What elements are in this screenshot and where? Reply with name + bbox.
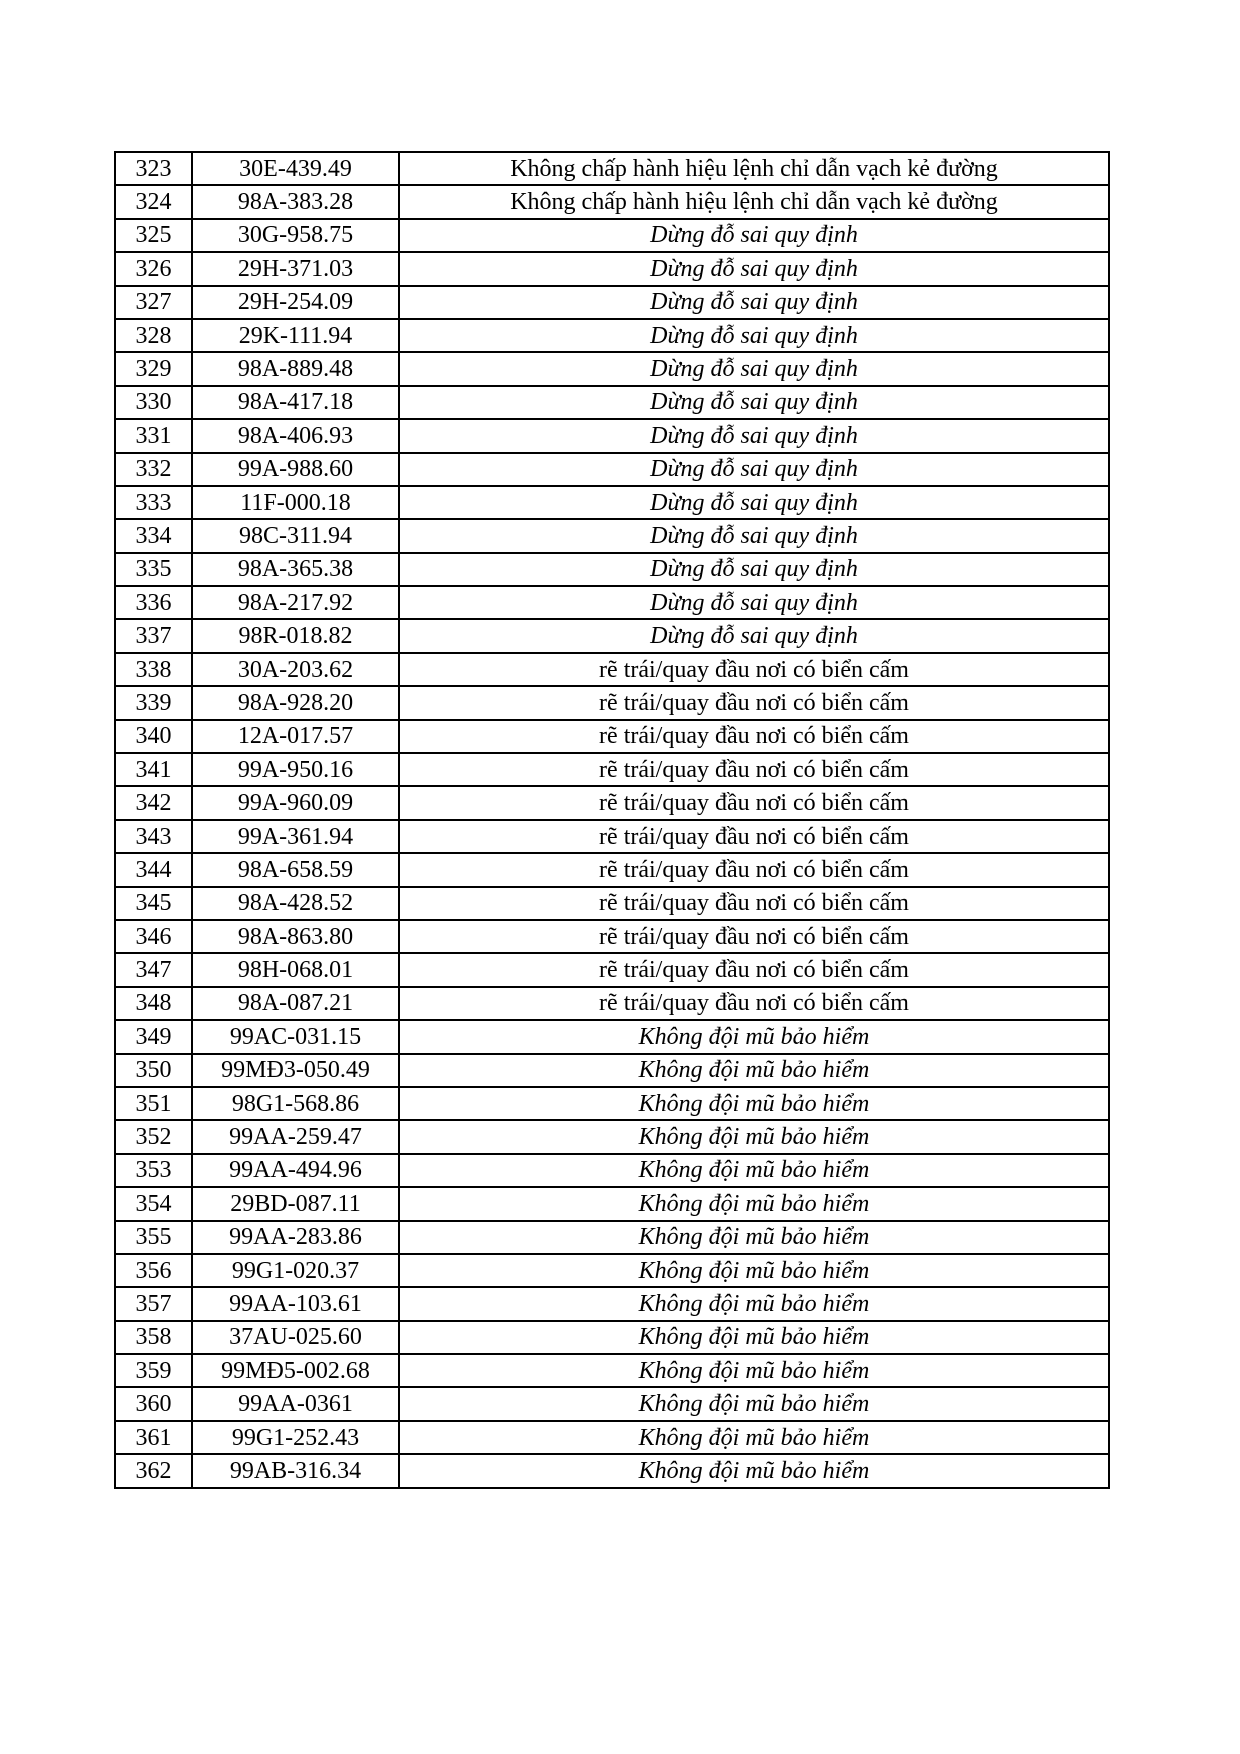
table-row [115, 887, 1109, 920]
row-number-cell: 354 [115, 1187, 192, 1220]
violation-cell: rẽ trái/quay đầu nơi có biển cấm [399, 686, 1109, 719]
violation-cell: Dừng đỗ sai quy định [399, 419, 1109, 452]
row-number-cell: 346 [115, 920, 192, 953]
table-row [115, 753, 1109, 786]
table-row [115, 419, 1109, 452]
license-plate-cell: 99MĐ3-050.49 [192, 1054, 399, 1087]
license-plate-cell: 29K-111.94 [192, 319, 399, 352]
license-plate-cell: 30G-958.75 [192, 219, 399, 252]
row-number-cell: 338 [115, 653, 192, 686]
row-number-cell: 349 [115, 1020, 192, 1053]
row-number-cell: 336 [115, 586, 192, 619]
violation-cell: Dừng đỗ sai quy định [399, 286, 1109, 319]
table-row [115, 453, 1109, 486]
violation-cell: rẽ trái/quay đầu nơi có biển cấm [399, 853, 1109, 886]
license-plate-cell: 99AA-0361 [192, 1387, 399, 1420]
license-plate-cell: 29H-254.09 [192, 286, 399, 319]
license-plate-cell: 99AA-494.96 [192, 1154, 399, 1187]
table-row [115, 1387, 1109, 1420]
license-plate-cell: 99AA-103.61 [192, 1287, 399, 1320]
row-number-cell: 361 [115, 1421, 192, 1454]
row-number-cell: 337 [115, 619, 192, 652]
table-row [115, 1020, 1109, 1053]
table-row [115, 553, 1109, 586]
row-number-cell: 329 [115, 352, 192, 385]
license-plate-cell: 12A-017.57 [192, 720, 399, 753]
row-number-cell: 360 [115, 1387, 192, 1420]
violation-cell: Không chấp hành hiệu lệnh chỉ dẫn vạch kẻ đường [399, 185, 1109, 218]
license-plate-cell: 98A-087.21 [192, 987, 399, 1020]
row-number-cell: 335 [115, 553, 192, 586]
violation-cell: Không đội mũ bảo hiểm [399, 1254, 1109, 1287]
row-number-cell: 358 [115, 1321, 192, 1354]
row-number-cell: 334 [115, 519, 192, 552]
violation-cell: Dừng đỗ sai quy định [399, 519, 1109, 552]
license-plate-cell: 99AB-316.34 [192, 1454, 399, 1487]
license-plate-cell: 98H-068.01 [192, 953, 399, 986]
table-row [115, 920, 1109, 953]
license-plate-cell: 98A-417.18 [192, 386, 399, 419]
license-plate-cell: 99G1-252.43 [192, 1421, 399, 1454]
table-row [115, 252, 1109, 285]
violation-cell: Không chấp hành hiệu lệnh chỉ dẫn vạch kẻ đường [399, 152, 1109, 185]
row-number-cell: 333 [115, 486, 192, 519]
violation-cell: Dừng đỗ sai quy định [399, 453, 1109, 486]
violation-cell: rẽ trái/quay đầu nơi có biển cấm [399, 820, 1109, 853]
row-number-cell: 343 [115, 820, 192, 853]
violation-cell: Không đội mũ bảo hiểm [399, 1087, 1109, 1120]
license-plate-cell: 99AA-283.86 [192, 1221, 399, 1254]
license-plate-cell: 29H-371.03 [192, 252, 399, 285]
violation-cell: Dừng đỗ sai quy định [399, 486, 1109, 519]
license-plate-cell: 99A-361.94 [192, 820, 399, 853]
violation-cell: Không đội mũ bảo hiểm [399, 1387, 1109, 1420]
table-row [115, 519, 1109, 552]
row-number-cell: 324 [115, 185, 192, 218]
table-row [115, 319, 1109, 352]
violation-cell: rẽ trái/quay đầu nơi có biển cấm [399, 987, 1109, 1020]
license-plate-cell: 98A-658.59 [192, 853, 399, 886]
row-number-cell: 355 [115, 1221, 192, 1254]
row-number-cell: 353 [115, 1154, 192, 1187]
row-number-cell: 359 [115, 1354, 192, 1387]
row-number-cell: 356 [115, 1254, 192, 1287]
violation-cell: rẽ trái/quay đầu nơi có biển cấm [399, 887, 1109, 920]
table-row [115, 1087, 1109, 1120]
license-plate-cell: 98A-406.93 [192, 419, 399, 452]
table-row [115, 286, 1109, 319]
violation-cell: Không đội mũ bảo hiểm [399, 1020, 1109, 1053]
violation-cell: Không đội mũ bảo hiểm [399, 1421, 1109, 1454]
license-plate-cell: 99AC-031.15 [192, 1020, 399, 1053]
row-number-cell: 326 [115, 252, 192, 285]
table-row [115, 1454, 1109, 1487]
table-row [115, 853, 1109, 886]
table-row [115, 486, 1109, 519]
row-number-cell: 351 [115, 1087, 192, 1120]
table-row [115, 1421, 1109, 1454]
license-plate-cell: 99AA-259.47 [192, 1120, 399, 1153]
row-number-cell: 327 [115, 286, 192, 319]
violation-cell: rẽ trái/quay đầu nơi có biển cấm [399, 920, 1109, 953]
license-plate-cell: 98A-889.48 [192, 352, 399, 385]
violation-cell: Dừng đỗ sai quy định [399, 619, 1109, 652]
violation-cell: Không đội mũ bảo hiểm [399, 1187, 1109, 1220]
row-number-cell: 344 [115, 853, 192, 886]
row-number-cell: 339 [115, 686, 192, 719]
license-plate-cell: 98A-428.52 [192, 887, 399, 920]
violations-table-body [115, 152, 1109, 1488]
violation-cell: Dừng đỗ sai quy định [399, 319, 1109, 352]
license-plate-cell: 99MĐ5-002.68 [192, 1354, 399, 1387]
violation-cell: Dừng đỗ sai quy định [399, 219, 1109, 252]
table-row [115, 820, 1109, 853]
violation-cell: rẽ trái/quay đầu nơi có biển cấm [399, 953, 1109, 986]
table-row [115, 1154, 1109, 1187]
license-plate-cell: 98A-365.38 [192, 553, 399, 586]
table-row [115, 1187, 1109, 1220]
row-number-cell: 341 [115, 753, 192, 786]
table-row [115, 786, 1109, 819]
table-row [115, 1120, 1109, 1153]
table-row [115, 386, 1109, 419]
row-number-cell: 350 [115, 1054, 192, 1087]
row-number-cell: 330 [115, 386, 192, 419]
violation-cell: rẽ trái/quay đầu nơi có biển cấm [399, 653, 1109, 686]
row-number-cell: 362 [115, 1454, 192, 1487]
license-plate-cell: 99A-950.16 [192, 753, 399, 786]
table-row [115, 720, 1109, 753]
row-number-cell: 347 [115, 953, 192, 986]
license-plate-cell: 98A-928.20 [192, 686, 399, 719]
violation-cell: Không đội mũ bảo hiểm [399, 1321, 1109, 1354]
table-row [115, 619, 1109, 652]
row-number-cell: 342 [115, 786, 192, 819]
table-row [115, 1221, 1109, 1254]
table-row [115, 987, 1109, 1020]
license-plate-cell: 99G1-020.37 [192, 1254, 399, 1287]
row-number-cell: 331 [115, 419, 192, 452]
table-row [115, 1287, 1109, 1320]
row-number-cell: 328 [115, 319, 192, 352]
violation-cell: rẽ trái/quay đầu nơi có biển cấm [399, 786, 1109, 819]
violation-cell: Không đội mũ bảo hiểm [399, 1221, 1109, 1254]
row-number-cell: 340 [115, 720, 192, 753]
license-plate-cell: 98R-018.82 [192, 619, 399, 652]
violation-cell: Không đội mũ bảo hiểm [399, 1354, 1109, 1387]
table-row [115, 1054, 1109, 1087]
violation-cell: rẽ trái/quay đầu nơi có biển cấm [399, 720, 1109, 753]
violation-cell: rẽ trái/quay đầu nơi có biển cấm [399, 753, 1109, 786]
license-plate-cell: 11F-000.18 [192, 486, 399, 519]
violation-cell: Không đội mũ bảo hiểm [399, 1287, 1109, 1320]
license-plate-cell: 98C-311.94 [192, 519, 399, 552]
violation-cell: Dừng đỗ sai quy định [399, 252, 1109, 285]
violation-cell: Dừng đỗ sai quy định [399, 352, 1109, 385]
violation-cell: Không đội mũ bảo hiểm [399, 1454, 1109, 1487]
license-plate-cell: 99A-988.60 [192, 453, 399, 486]
license-plate-cell: 98A-383.28 [192, 185, 399, 218]
license-plate-cell: 98A-863.80 [192, 920, 399, 953]
table-row [115, 185, 1109, 218]
violations-table [114, 151, 1110, 1489]
license-plate-cell: 98A-217.92 [192, 586, 399, 619]
violation-cell: Dừng đỗ sai quy định [399, 386, 1109, 419]
table-row [115, 352, 1109, 385]
table-row [115, 953, 1109, 986]
violation-cell: Không đội mũ bảo hiểm [399, 1054, 1109, 1087]
table-row [115, 653, 1109, 686]
license-plate-cell: 29BD-087.11 [192, 1187, 399, 1220]
row-number-cell: 345 [115, 887, 192, 920]
table-row [115, 1254, 1109, 1287]
license-plate-cell: 98G1-568.86 [192, 1087, 399, 1120]
violation-cell: Không đội mũ bảo hiểm [399, 1154, 1109, 1187]
table-row [115, 1354, 1109, 1387]
license-plate-cell: 30A-203.62 [192, 653, 399, 686]
row-number-cell: 352 [115, 1120, 192, 1153]
violation-cell: Dừng đỗ sai quy định [399, 586, 1109, 619]
violation-cell: Không đội mũ bảo hiểm [399, 1120, 1109, 1153]
row-number-cell: 323 [115, 152, 192, 185]
violation-cell: Dừng đỗ sai quy định [399, 553, 1109, 586]
license-plate-cell: 99A-960.09 [192, 786, 399, 819]
table-row [115, 586, 1109, 619]
table-row [115, 1321, 1109, 1354]
row-number-cell: 348 [115, 987, 192, 1020]
row-number-cell: 332 [115, 453, 192, 486]
license-plate-cell: 37AU-025.60 [192, 1321, 399, 1354]
table-row [115, 686, 1109, 719]
table-row [115, 219, 1109, 252]
row-number-cell: 357 [115, 1287, 192, 1320]
table-row [115, 152, 1109, 185]
row-number-cell: 325 [115, 219, 192, 252]
license-plate-cell: 30E-439.49 [192, 152, 399, 185]
